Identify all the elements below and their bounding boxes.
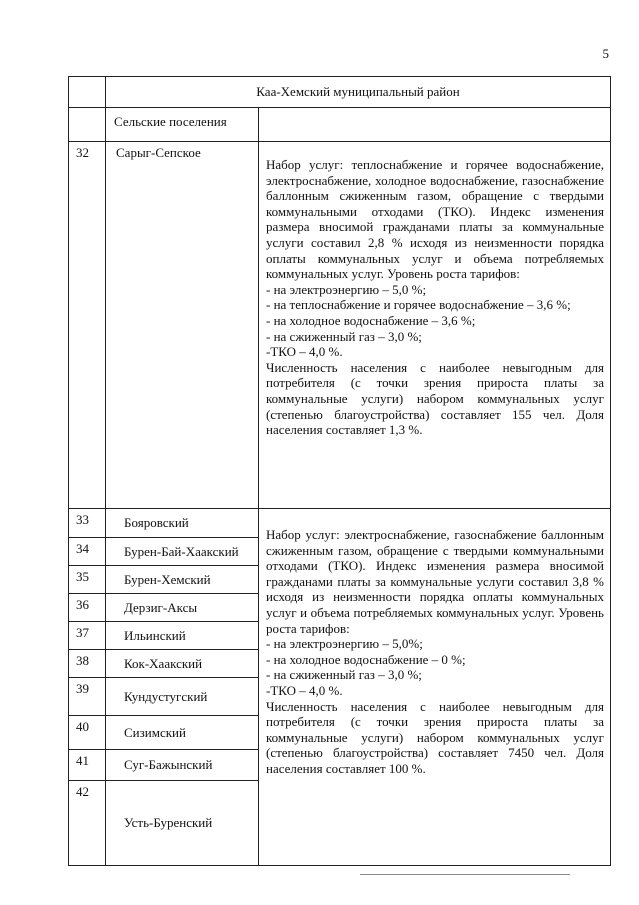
- row-number: 32: [69, 142, 106, 509]
- tariff-item: - на сжиженный газ – 3,0 %;: [266, 667, 422, 683]
- settlement-name: Сарыг-Сепское: [106, 142, 259, 509]
- settlement-name: Усть-Буренский: [106, 781, 259, 866]
- row-number: 33: [69, 509, 106, 538]
- tariff-item: - на электроэнергию – 5,0 %;: [266, 281, 427, 297]
- district-title: Каа-Хемский муниципальный район: [106, 77, 611, 108]
- tariff-item: - на холодное водоснабжение – 3,6 %;: [266, 312, 476, 328]
- row-number: 40: [69, 716, 106, 750]
- district-header-row: [69, 77, 611, 108]
- description-cell: [259, 142, 611, 509]
- description-text: [266, 142, 604, 456]
- shared-description-cell: [259, 509, 611, 866]
- table-row: [69, 142, 611, 509]
- subheader-desc-cell: [259, 108, 611, 142]
- settlement-name: Кундустугский: [106, 678, 259, 716]
- tariff-item: - на теплоснабжение и горячее водоснабжение – 3,6 %;: [266, 297, 571, 313]
- subheader-num-cell: [69, 108, 106, 142]
- tariff-table: [68, 76, 611, 866]
- row-number: 38: [69, 650, 106, 678]
- row-number: 34: [69, 538, 106, 566]
- settlement-name: Кок-Хаакский: [106, 650, 259, 678]
- settlement-name: Сизимский: [106, 716, 259, 750]
- row-number: 37: [69, 622, 106, 650]
- table-row: [69, 509, 611, 538]
- settlement-name: Бурен-Хемский: [106, 566, 259, 594]
- row-number: 39: [69, 678, 106, 716]
- subheader-row: [69, 108, 611, 142]
- row-number: 36: [69, 594, 106, 622]
- tariff-item: - на холодное водоснабжение – 0 %;: [266, 651, 466, 667]
- tariff-item: -ТКО – 4,0 %.: [266, 682, 343, 698]
- district-header-num-cell: [69, 77, 106, 108]
- page-number: 5: [602, 46, 609, 61]
- settlement-name: Бурен-Бай-Хаакский: [106, 538, 259, 566]
- row-number: 41: [69, 750, 106, 781]
- tariff-item: - на сжиженный газ – 3,0 %;: [266, 328, 422, 344]
- description-paragraph: Численность населения с наиболее невыгодным для потребителя (с точки зрения прироста платы за коммунальные услуги) набором коммунальных услуг (степенью благоустройства) составляет 155 чел. Доля населения составляет 1,3 %.: [266, 359, 604, 438]
- description-paragraph: Набор услуг: электроснабжение, газоснабжение баллонным сжиженным газом, обращение с твердыми коммунальными отходами (ТКО). Индекс изменения размера вносимой гражданами платы за коммунальные услуги составил 3,8 % исходя из неизменности порядка оплаты коммунальных услуг и объема потребляемых коммунальных услуг. Уровень роста тарифов:: [266, 527, 604, 636]
- row-number: 35: [69, 566, 106, 594]
- description-text: [266, 509, 604, 777]
- settlement-name: Суг-Бажынский: [106, 750, 259, 781]
- row-number: 42: [69, 781, 106, 866]
- subheader-label: Сельские поселения: [106, 108, 259, 142]
- settlement-name: Дерзиг-Аксы: [106, 594, 259, 622]
- settlement-name: Бояровский: [106, 509, 259, 538]
- description-paragraph: Численность населения с наиболее невыгодным для потребителя (с точки зрения прироста платы за коммунальные услуги) набором коммунальных услуг (степенью благоустройства) составляет 7450 чел. Доля населения составляет 100 %.: [266, 698, 604, 776]
- scan-bottom-line: [360, 874, 570, 875]
- tariff-item: -ТКО – 4,0 %.: [266, 344, 343, 360]
- settlement-name: Ильинский: [106, 622, 259, 650]
- tariff-item: - на электроэнергию – 5,0%;: [266, 636, 423, 652]
- description-paragraph: Набор услуг: теплоснабжение и горячее водоснабжение, электроснабжение, холодное водоснабжение, газоснабжение баллонным сжиженным газом, обращение с твердыми коммунальными отходами (ТКО). Индекс изменения размера вносимой гражданами платы за коммунальные услуги составил 2,8 % исходя из неизменности порядка оплаты коммунальных услуг и объема потребляемых коммунальных услуг. Уровень роста тарифов:: [266, 157, 604, 282]
